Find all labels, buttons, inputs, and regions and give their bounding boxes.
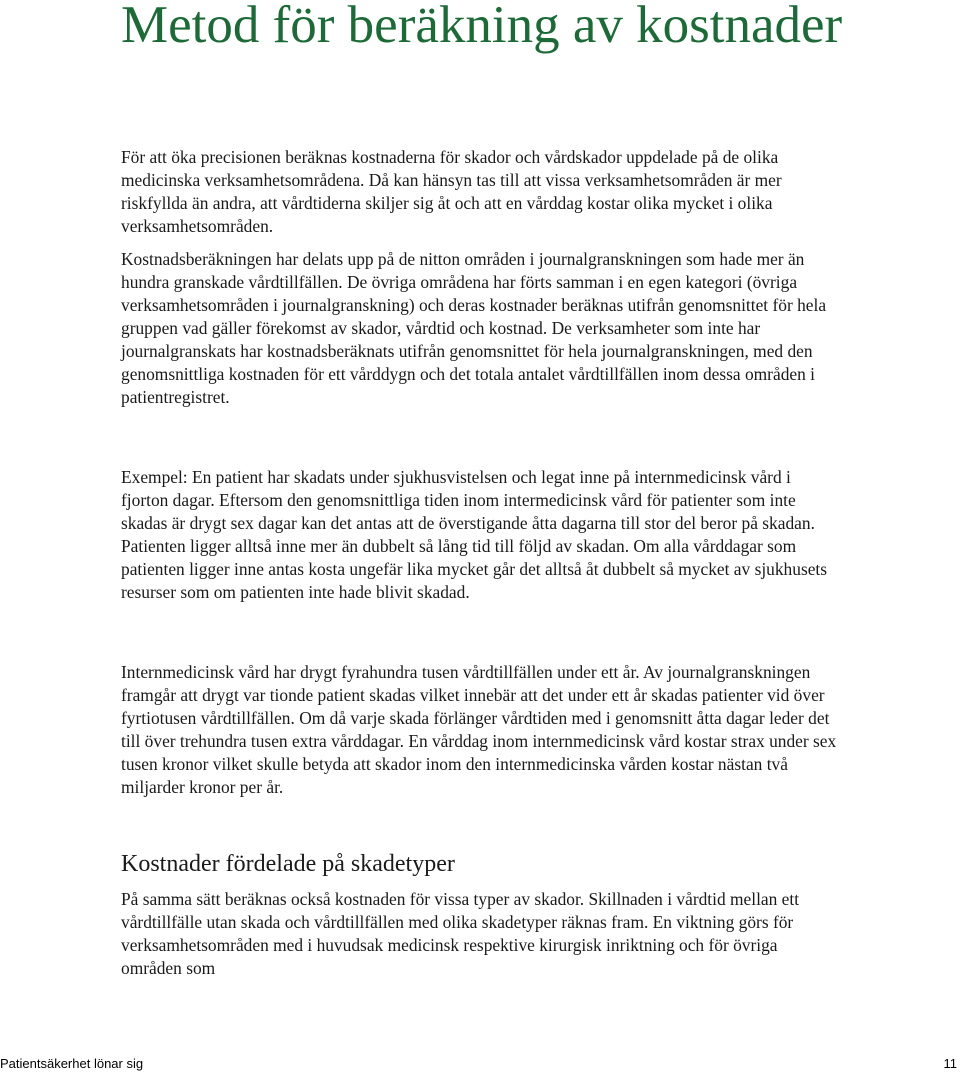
paragraph-cost-calculation: Kostnadsberäkningen har delats upp på de nitton områden i journalgranskningen som hade mer än hundra granskade vårdtillfällen. De övriga områdena har förts samman i en egen kategori (övriga verksamhetsområden i journalgranskning) och deras kostnader beräknas utifrån genomsnittet för hela gruppen vad gäller förekomst av skador, vårdtid och kostnad. De verksamheter som inte har journalgranskats har kostnadsberäknats utifrån genomsnittet för hela journalgranskningen, med den genomsnittliga kostnaden för ett vårddygn och det totala antalet vårdtillfällen inom dessa områden i patientregistret. <box>121 249 827 407</box>
page-title: Metod för beräkning av kostnader <box>121 0 843 54</box>
footer-publication-title: Patientsäkerhet lönar sig <box>0 1056 144 1071</box>
paragraph-method-intro: För att öka precisionen beräknas kostnaderna för skador och vårdskador uppdelade på de olika medicinska verksamhetsområdena. Då kan hänsyn tas till att vissa verksamhetsområden är mer riskfyllda än andra, att vårdtiderna skiljer sig åt och att en vårddag kostar olika mycket i olika verksamhetsområden. <box>121 147 782 236</box>
paragraph-example: Exempel: En patient har skadats under sjukhusvistelsen och legat inne på internmedicinsk vård i fjorton dagar. Eftersom den genomsnittliga tiden inom intermedicinsk vård för patienter som inte skadas är drygt sex dagar kan det antas att de överstigande åtta dagarna till stor del beror på skadan. Patienten ligger alltså inne mer än dubbelt så lång tid till följd av skadan. Om alla vårddagar som patienten ligger inne antas kosta ungefär lika mycket går det alltså åt dubbelt så mycket av sjukhusets resurser som om patienten inte hade blivit skadad. <box>121 467 828 602</box>
paragraph-injury-types: På samma sätt beräknas också kostnaden för vissa typer av skador. Skillnaden i vårdtid mellan ett vårdtillfälle utan skada och vårdtillfällen med olika skadetyper räknas fram. En viktning görs för verksamhetsområden med i huvudsak medicinsk respektive kirurgisk inriktning och för övriga områden som <box>121 889 800 978</box>
footer-page-number: 11 <box>943 1056 957 1071</box>
paragraph-internal-medicine: Internmedicinsk vård har drygt fyrahundra tusen vårdtillfällen under ett år. Av journalgranskningen framgår att drygt var tionde patient skadas vilket innebär att det under ett år skadas patienter vid över fyrtiotusen vårdtillfällen. Om då varje skada förlänger vårdtiden med i genomsnitt åtta dagar leder det till över trehundra tusen extra vårddagar. En vårddag inom internmedicinsk vård kostar strax under sex tusen kronor vilket skulle betyda att skador inom den internmedicinska vården kostar nästan två miljarder kronor per år. <box>121 662 837 797</box>
section-heading: Kostnader fördelade på skadetyper <box>121 851 455 877</box>
